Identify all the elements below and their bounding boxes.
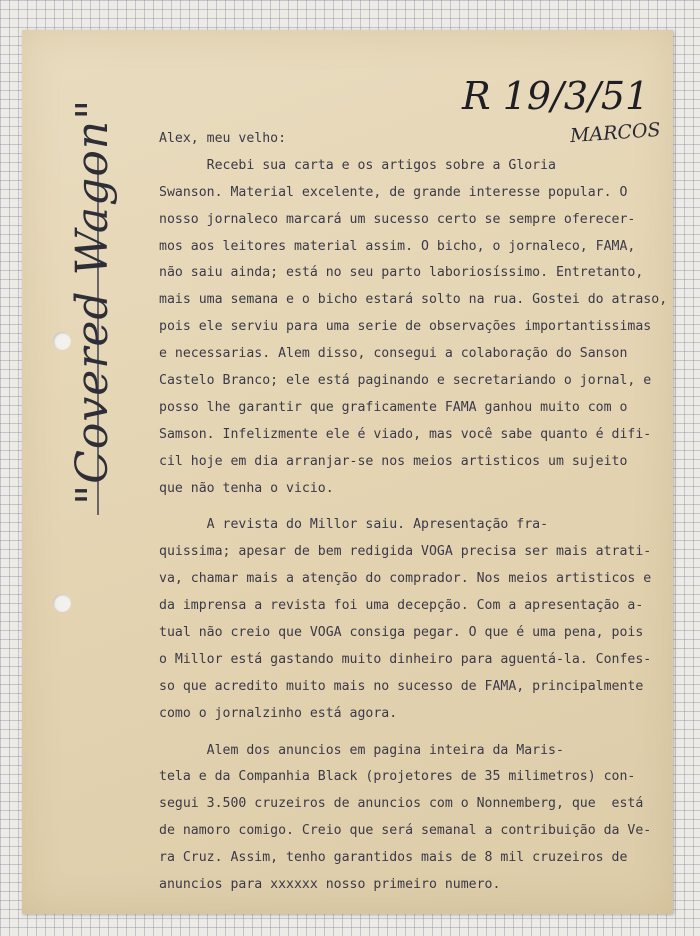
text-line: como o jornalzinho está agora. <box>159 705 398 721</box>
punch-hole-lower <box>53 594 71 612</box>
text-line: Alem dos anuncios em pagina inteira da Maris- <box>159 742 564 758</box>
letter-paragraphs <box>159 153 689 899</box>
text-line: anuncios para xxxxxx nosso primeiro numero. <box>159 877 501 893</box>
letter-page <box>22 30 673 914</box>
text-line: Castelo Branco; ele está paginando e secretariando o jornal, e <box>159 373 652 389</box>
text-line: tual não creio que VOGA consiga pegar. O que é uma pena, pois <box>159 625 644 641</box>
letter-body <box>159 126 689 899</box>
handwritten-name: MARCOS <box>569 118 662 148</box>
handwritten-date: R 19/3/51 <box>462 74 650 118</box>
text-line: so que acredito muito mais no sucesso de FAMA, principalmente <box>159 678 644 694</box>
text-line: de namoro comigo. Creio que será semanal a contribuição da Ve- <box>159 823 652 839</box>
paragraph <box>159 738 689 899</box>
text-line: nosso jornaleco marcará um sucesso certo se sempre oferecer- <box>159 211 636 227</box>
margin-handwritten-note: "Covered Wagon" <box>67 98 118 505</box>
paragraph <box>159 153 689 503</box>
text-line: mais uma semana e o bicho estará solto na rua. Gostei do atraso, <box>159 292 668 308</box>
text-line: não saiu ainda; está no seu parto laboriosíssimo. Entretanto, <box>159 265 644 281</box>
text-line: cil hoje em dia arranjar-se nos meios artisticos um sujeito <box>159 453 628 469</box>
text-line: Swanson. Material excelente, de grande interesse popular. O <box>159 184 628 200</box>
text-line: va, chamar mais a atenção do comprador. Nos meios artisticos e <box>159 571 652 587</box>
paragraph-gap <box>159 728 689 738</box>
text-line: posso lhe garantir que graficamente FAMA ganhou muito com o <box>159 399 628 415</box>
text-line: o Millor está gastando muito dinheiro para aguentá-la. Confes- <box>159 651 652 667</box>
paragraph <box>159 512 689 727</box>
text-line: pois ele serviu para uma serie de observações importantissimas <box>159 319 652 335</box>
text-line: ra Cruz. Assim, tenho garantidos mais de 8 mil cruzeiros de <box>159 850 628 866</box>
text-line: quissima; apesar de bem redigida VOGA precisa ser mais atrati- <box>159 544 652 560</box>
text-line: A revista do Millor saiu. Apresentação fra- <box>159 517 549 533</box>
text-line: da imprensa a revista foi uma decepção. Com a apresentação a- <box>159 598 644 614</box>
text-line: que não tenha o vicio. <box>159 480 334 496</box>
text-line: segui 3.500 cruzeiros de anuncios com o Nonnemberg, que está <box>159 796 644 812</box>
salutation: Alex, meu velho: <box>159 131 287 146</box>
paragraph-gap <box>159 502 689 512</box>
text-line: tela e da Companhia Black (projetores de 35 milimetros) con- <box>159 769 636 785</box>
text-line: mos aos leitores material assim. O bicho, o jornaleco, FAMA, <box>159 238 636 254</box>
text-line: Samson. Infelizmente ele é viado, mas você sabe quanto é difi- <box>159 426 652 442</box>
text-line: Recebi sua carta e os artigos sobre a Gloria <box>159 157 556 173</box>
text-line: e necessarias. Alem disso, consegui a colaboração do Sanson <box>159 346 628 362</box>
